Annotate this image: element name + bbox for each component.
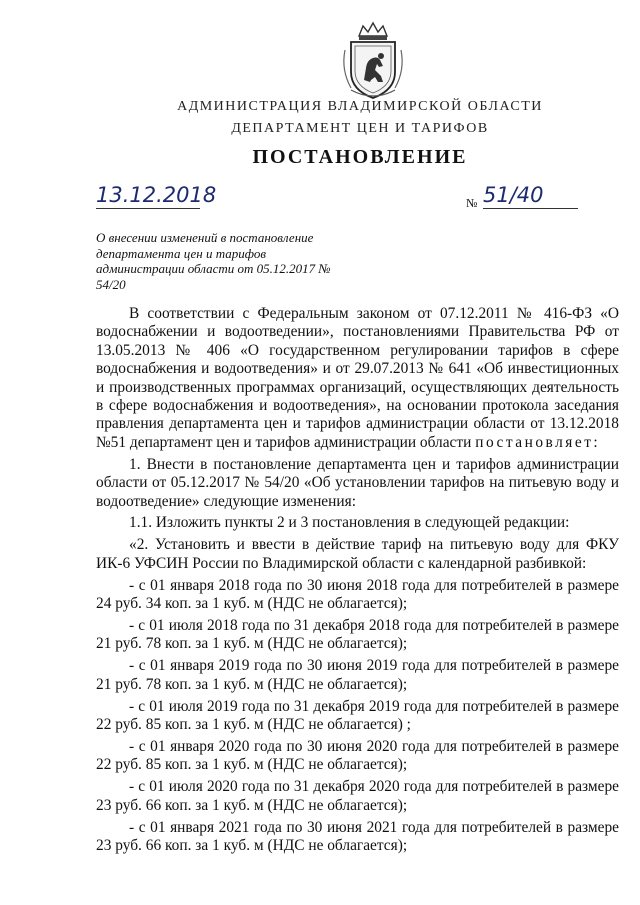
tariff-item: - с 01 июля 2018 года по 31 декабря 2018 года для потребителей в размере 21 руб. 78 коп. за 1 куб. м (НДС не облагается);: [96, 617, 619, 653]
preamble-paragraph: [96, 305, 619, 452]
number-label: №: [466, 196, 478, 210]
document-date: 13.12.2018: [96, 183, 217, 207]
point-1-1: 1.1. Изложить пункты 2 и 3 постановления в следующей редакции:: [129, 514, 570, 532]
department-name: ДЕПАРТАМЕНТ ЦЕН И ТАРИФОВ: [231, 121, 489, 136]
decree-word: постановляет:: [475, 433, 601, 451]
document-body: [96, 305, 619, 859]
document-type-title: ПОСТАНОВЛЕНИЕ: [252, 146, 468, 168]
tariff-item: - с 01 января 2018 года по 30 июня 2018 года для потребителей в размере 24 руб. 34 коп. за 1 куб. м (НДС не облагается);: [96, 576, 619, 613]
tariff-item: - с 01 июля 2019 года по 31 декабря 2019 года для потребителей в размере 22 руб. 85 коп. за 1 куб. м (НДС не облагается) ;: [96, 697, 619, 734]
document-subject: О внесении изменений в постановление департамента цен и тарифов администрации области от 05.12.2017 № 54/20: [96, 230, 331, 292]
point-1: 1. Внести в постановление департамента цен и тарифов администрации области от 05.12.2017 № 54/20 «Об установлении тарифов на питьевую воду и водоотведение» следующие изменения:: [96, 455, 619, 510]
tariff-item: - с 01 января 2020 года по 30 июня 2020 года для потребителей в размере 22 руб. 85 коп. за 1 куб. м (НДС не облагается);: [96, 737, 619, 774]
tariff-item: - с 01 июля 2020 года по 31 декабря 2020 года для потребителей в размере 23 руб. 66 коп. за 1 куб. м (НДС не облагается);: [96, 778, 619, 814]
point-2: «2. Установить и ввести в действие тариф на питьевую воду для ФКУ ИК-6 УФСИН России по Владимирской области с календарной разбивкой:: [96, 536, 619, 572]
tariff-item: - с 01 января 2021 года по 30 июня 2021 года для потребителей в размере 23 руб. 66 коп. за 1 куб. м (НДС не облагается);: [96, 818, 619, 854]
preamble-text: В соответствии с Федеральным законом от 07.12.2011 № 416-ФЗ «О водоснабжении и водоотведении», постановлениями Правительства РФ от 13.05.2013 № 406 «О государственном регулировании тарифов в сфере водоснабжения и водоотведения» и от 29.07.2013 № 641 «Об инвестиционных и производственных программах организаций, осуществляющих деятельность в сфере водоснабжения и водоотведения», на основании протокола заседания правления департамента цен и тарифов администрации области от 13.12.2018 №51 департамент цен и тарифов администрации области: [96, 305, 619, 451]
coat-of-arms-icon: [337, 20, 409, 102]
tariff-item: - с 01 января 2019 года по 30 июня 2019 года для потребителей в размере 21 руб. 78 коп. за 1 куб. м (НДС не облагается);: [96, 657, 619, 693]
document-number: 51/40: [483, 183, 578, 209]
organization-name: АДМИНИСТРАЦИЯ ВЛАДИМИРСКОЙ ОБЛАСТИ: [177, 99, 543, 114]
